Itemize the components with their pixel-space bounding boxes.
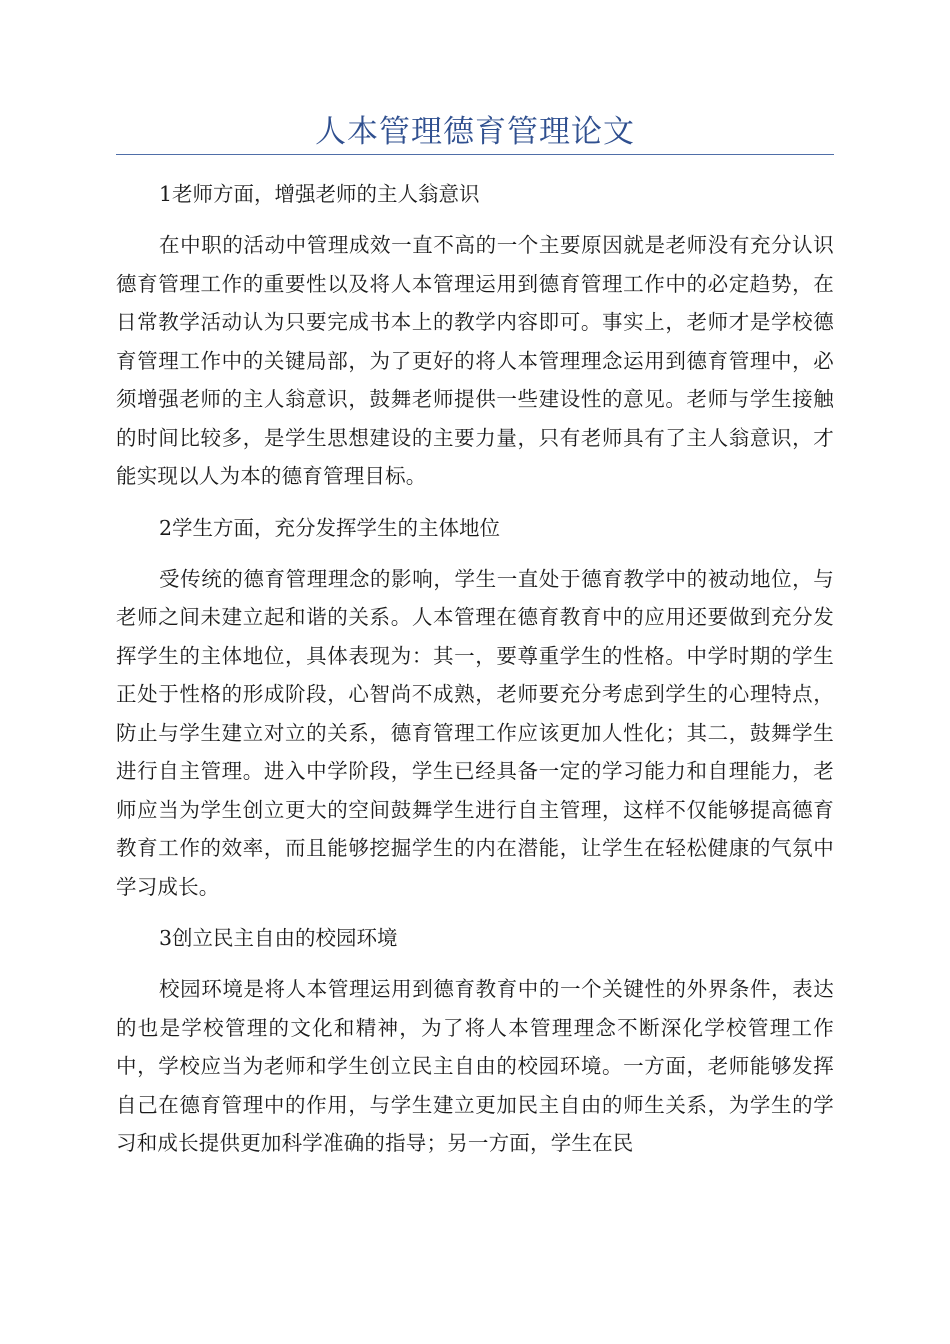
document-body bbox=[116, 174, 834, 1163]
section-heading-2: 2学生方面，充分发挥学生的主体地位 bbox=[159, 515, 501, 540]
section-paragraph-1: 在中职的活动中管理成效一直不高的一个主要原因就是老师没有充分认识德育管理工作的重要性以及将人本管理运用到德育管理工作中的必定趋势，在日常教学活动认为只要完成书本上的教学内容即可。事实上，老师才是学校德育管理工作中的关键局部，为了更好的将人本管理理念运用到德育管理中，必须增强老师的主人翁意识，鼓舞老师提供一些建设性的意见。老师与学生接触的时间比较多，是学生思想建设的主要力量，只有老师具有了主人翁意识，才能实现以人为本的德育管理目标。 bbox=[116, 233, 834, 488]
title-underline bbox=[116, 154, 834, 155]
section-heading-1: 1老师方面，增强老师的主人翁意识 bbox=[159, 182, 480, 206]
section-heading-3: 3创立民主自由的校园环境 bbox=[159, 926, 398, 950]
document-title: 人本管理德育管理论文 bbox=[315, 114, 635, 150]
section-paragraph-2: 受传统的德育管理理念的影响，学生一直处于德育教学中的被动地位，与老师之间未建立起和谐的关系。人本管理在德育教育中的应用还要做到充分发挥学生的主体地位，具体表现为：其一，要尊重学生的性格。中学时期的学生正处于性格的形成阶段，心智尚不成熟，老师要充分考虑到学生的心理特点，防止与学生建立对立的关系，德育管理工作应该更加人性化；其二，鼓舞学生进行自主管理。进入中学阶段，学生已经具备一定的学习能力和自理能力，老师应当为学生创立更大的空间鼓舞学生进行自主管理，这样不仅能够提高德育教育工作的效率，而且能够挖掘学生的内在潜能，让学生在轻松健康的气氛中学习成长。 bbox=[116, 566, 834, 899]
section-paragraph-3: 校园环境是将人本管理运用到德育教育中的一个关键性的外界条件，表达的也是学校管理的文化和精神，为了将人本管理理念不断深化学校管理工作中，学校应当为老师和学生创立民主自由的校园环境。一方面，老师能够发挥自己在德育管理中的作用，与学生建立更加民主自由的师生关系，为学生的学习和成长提供更加科学准确的指导；另一方面，学生在民 bbox=[116, 977, 834, 1155]
